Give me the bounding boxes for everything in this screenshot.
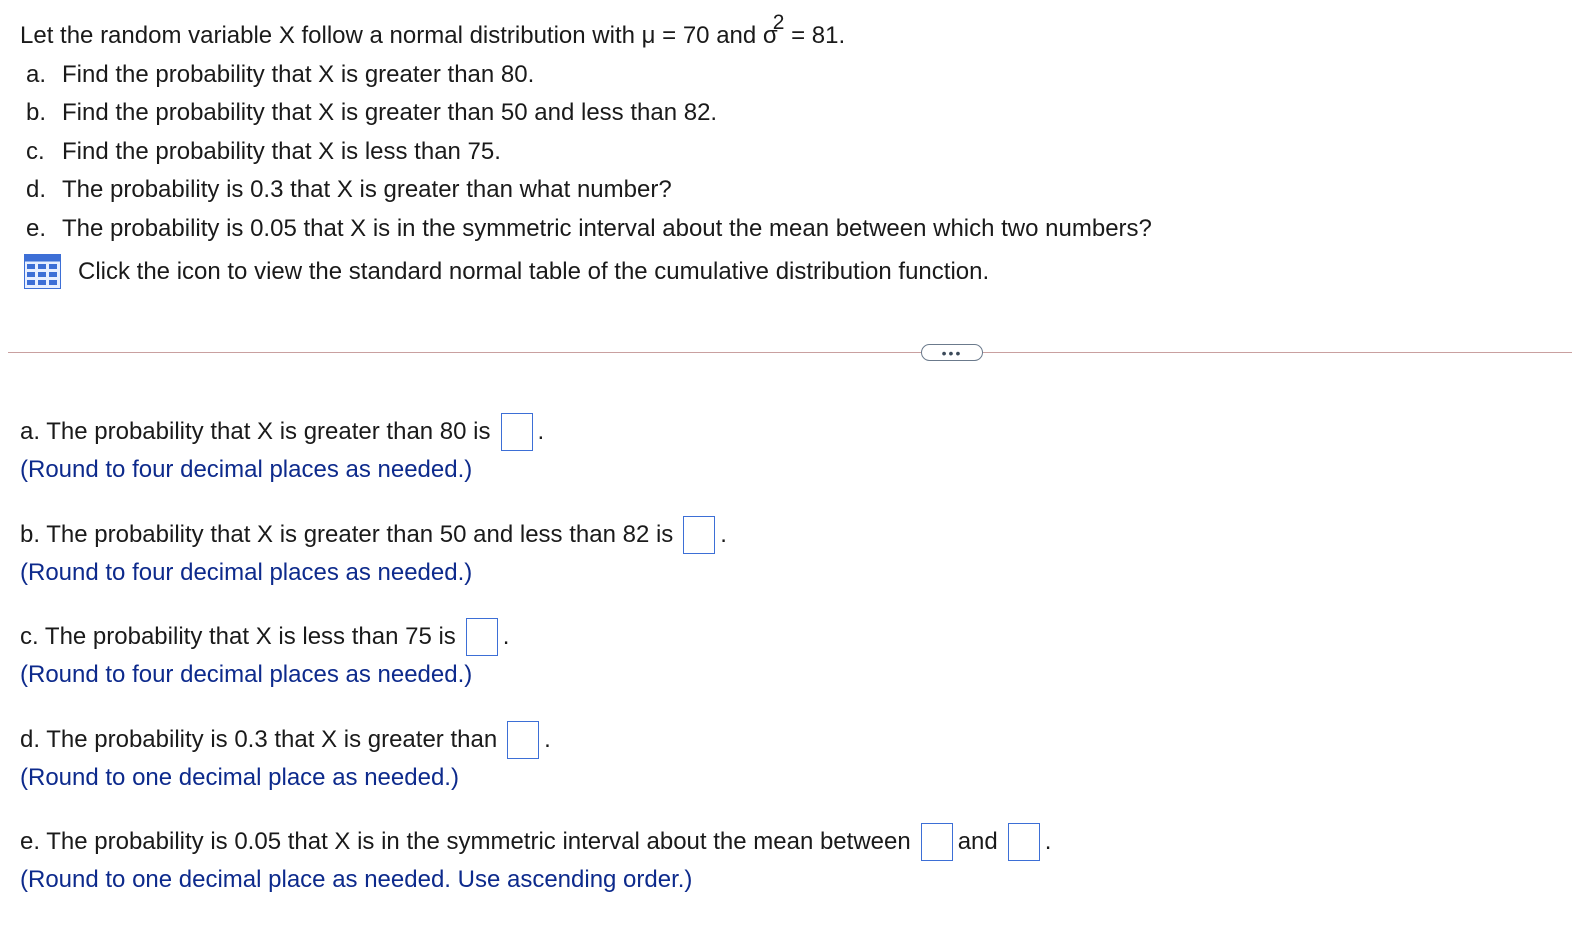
answer-a [20, 412, 544, 488]
intro-mu: μ = 70 and σ [641, 22, 778, 49]
answer-e-hint: (Round to one decimal place as needed. Use ascending order.) [20, 866, 693, 893]
question-part-c [26, 133, 1152, 171]
answer-e-input-high[interactable] [1008, 823, 1040, 861]
more-icon: ••• [941, 344, 963, 361]
answer-d [20, 720, 551, 796]
answer-c-hint: (Round to four decimal places as needed.) [20, 661, 473, 688]
question-part-d [26, 171, 1152, 209]
normal-table-link[interactable] [24, 254, 989, 289]
section-divider [8, 352, 1572, 353]
question-part-e [26, 210, 1152, 248]
answer-a-hint: (Round to four decimal places as needed.) [20, 456, 473, 483]
normal-table-link-text[interactable]: Click the icon to view the standard normal table of the cumulative distribution function. [78, 257, 990, 285]
question-part-a [26, 56, 1152, 94]
answer-b-end: . [720, 521, 727, 548]
part-text: Find the probability that X is less than 75. [62, 137, 501, 165]
question-parts-list [26, 56, 1152, 248]
answer-e-input-low[interactable] [921, 823, 953, 861]
answer-d-hint: (Round to one decimal place as needed.) [20, 764, 459, 791]
answer-e [20, 822, 1051, 898]
answer-c-end: . [502, 623, 510, 650]
intro-superscript: 2 [772, 11, 785, 34]
part-text: The probability is 0.05 that X is in the symmetric interval about the mean between which two numbers? [62, 214, 1152, 242]
answer-c-prompt: c. The probability that X is less than 75 is [20, 623, 456, 650]
question-intro [20, 11, 846, 55]
table-grid-icon[interactable] [24, 254, 61, 289]
part-label: d. [26, 176, 47, 204]
answer-c [20, 617, 509, 693]
answer-a-prompt: a. The probability that X is greater than 80 is [20, 418, 491, 445]
part-label: c. [26, 137, 45, 165]
answer-e-joiner: and [957, 828, 998, 855]
answer-a-input[interactable] [501, 413, 533, 451]
intro-suffix: = 81. [791, 22, 846, 49]
answer-d-end: . [544, 726, 551, 753]
more-options-button[interactable] [921, 344, 983, 361]
part-text: Find the probability that X is greater than 50 and less than 82. [62, 99, 718, 127]
answer-e-end: . [1044, 828, 1052, 855]
question-part-b [26, 94, 1152, 132]
part-label: e. [26, 214, 47, 242]
part-text: The probability is 0.3 that X is greater than what number? [62, 176, 672, 204]
answer-b [20, 515, 727, 591]
part-label: b. [26, 99, 47, 127]
answer-a-end: . [537, 418, 545, 445]
answer-d-prompt: d. The probability is 0.3 that X is greater than [20, 726, 498, 753]
intro-prefix: Let the random variable X follow a normal distribution with [20, 22, 635, 49]
answer-b-input[interactable] [683, 516, 715, 554]
answer-b-prompt: b. The probability that X is greater than 50 and less than 82 is [20, 521, 674, 548]
answer-c-input[interactable] [466, 618, 498, 656]
answer-e-prompt: e. The probability is 0.05 that X is in the symmetric interval about the mean between [20, 828, 911, 855]
part-label: a. [26, 61, 47, 88]
answer-b-hint: (Round to four decimal places as needed.) [20, 559, 473, 586]
answer-d-input[interactable] [507, 721, 539, 759]
part-text: Find the probability that X is greater than 80. [62, 61, 535, 88]
